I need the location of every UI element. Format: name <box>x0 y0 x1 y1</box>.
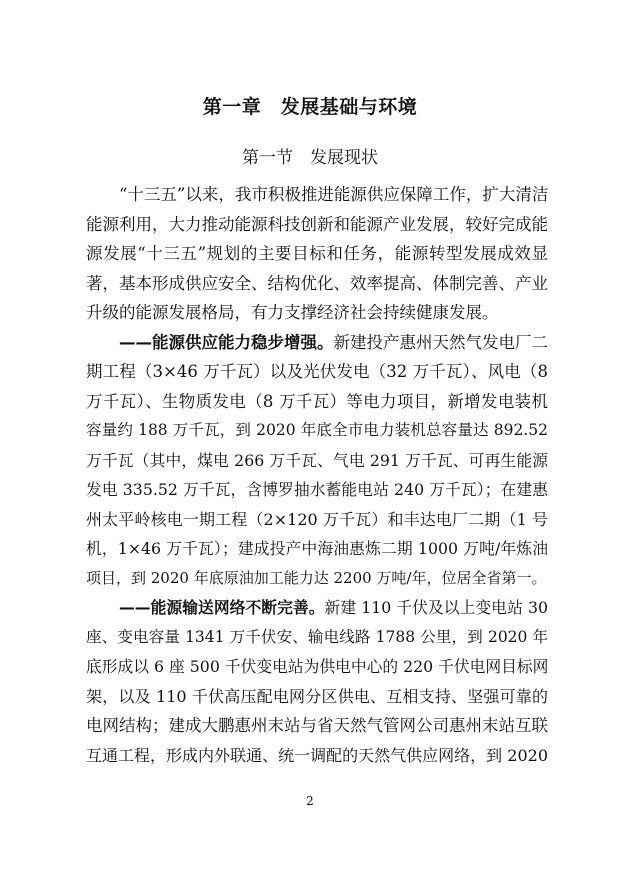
text-line: 期工程（3×46 万千瓦）以及光伏发电（32 万千瓦）、风电（8 <box>86 362 548 381</box>
paragraph-energy-network <box>86 593 548 770</box>
section-title: 第一节 发展现状 <box>242 148 378 168</box>
text-line <box>86 593 548 623</box>
body-text <box>86 180 548 770</box>
text-line: 互通工程，形成内外联通、统一调配的天然气供应网络，到 2020 <box>86 745 548 765</box>
text-line: 底形成以 6 座 500 千伏变电站为供电中心的 220 千伏电网目标网 <box>86 657 549 676</box>
text-run: 新建投产惠州天然气发电厂二 <box>333 332 548 352</box>
paragraph-intro <box>86 180 548 328</box>
paragraph-lead: ——能源供应能力稳步增强。 <box>119 332 334 352</box>
text-line: 州太平岭核电一期工程（2×120 万千瓦）和丰达电厂二期（1 号 <box>86 509 548 529</box>
paragraph-energy-supply <box>86 328 548 594</box>
text-line: 万千瓦）、生物质发电（8 万千瓦）等电力项目，新增发电装机 <box>86 391 548 411</box>
text-line: 升级的能源发展格局，有力支撑经济社会持续健康发展。 <box>86 303 499 322</box>
page-number: 2 <box>306 794 314 808</box>
text-line: “十三五”以来，我市积极推进能源供应保障工作，扩大清洁 <box>119 185 549 204</box>
paragraph-lead: ——能源输送网络不断完善。 <box>119 598 325 617</box>
text-line: 万千瓦（其中，煤电 266 万千瓦、气电 291 万千瓦、可再生能源 <box>86 450 548 470</box>
chapter-title: 第一章 发展基础与环境 <box>202 96 418 118</box>
text-line: 发电 335.52 万千瓦，含博罗抽水蓄能电站 240 万千瓦）；在建惠 <box>86 480 548 499</box>
text-line: 著，基本形成供应安全、结构优化、效率提高、体制完善、产业 <box>86 273 548 293</box>
text-line: 项目，到 2020 年底原油加工能力达 2200 万吨/年，位居全省第一。 <box>86 568 547 587</box>
text-line <box>86 328 548 358</box>
text-line: 机，1×46 万千瓦）；建成投产中海油惠炼二期 1000 万吨/年炼油 <box>86 539 548 558</box>
text-line: 能源利用，大力推动能源科技创新和能源产业发展，较好完成能 <box>86 214 548 234</box>
text-line: 座、变电容量 1341 万千伏安、输电线路 1788 公里，到 2020 年 <box>86 627 548 646</box>
text-line: 源发展“十三五”规划的主要目标和任务，能源转型发展成效显 <box>86 244 548 263</box>
text-line: 架，以及 110 千伏高压配电网分区供电、互相支持、坚强可靠的 <box>86 686 548 706</box>
text-line: 电网结构；建成大鹏惠州末站与省天然气管网公司惠州末站互联 <box>86 716 548 735</box>
text-line: 容量约 188 万千瓦，到 2020 年底全市电力装机总容量达 892.52 <box>86 421 548 439</box>
text-run: 新建 110 千伏及以上变电站 30 <box>324 598 548 617</box>
